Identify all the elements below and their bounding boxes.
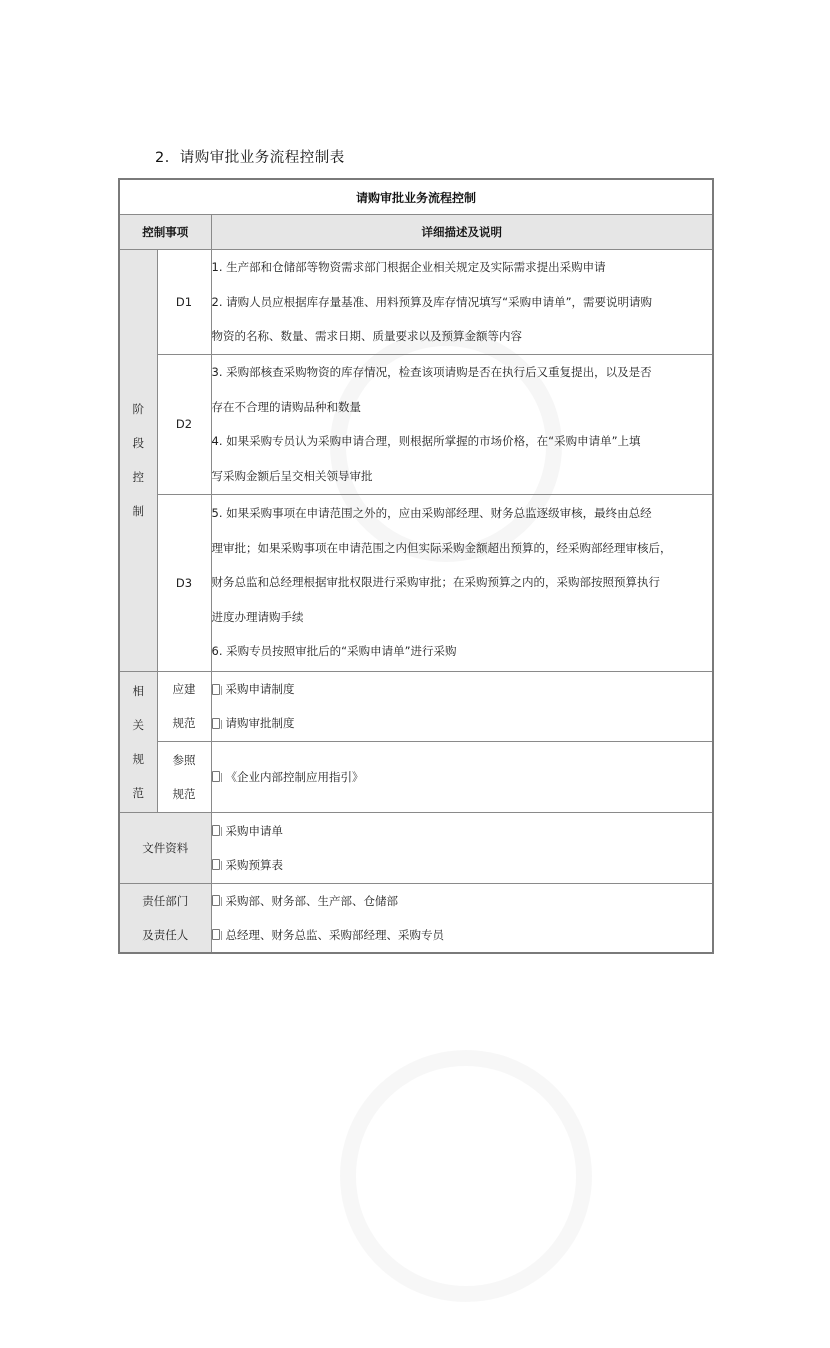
- responsible-label: [119, 883, 211, 953]
- list-item-text: 采购申请单: [225, 823, 283, 838]
- document-icon: [212, 718, 220, 729]
- stage-code-d1: D1: [157, 250, 211, 355]
- documents-list: [211, 812, 713, 883]
- list-item-text: 请购审批制度: [225, 716, 295, 730]
- description-line: 存在不合理的请购品种和数量: [211, 399, 361, 414]
- stage-label-char: 段: [132, 436, 144, 451]
- responsible-label-line: 责任部门: [142, 893, 189, 908]
- description-line: 3. 采购部核查采购物资的库存情况，检查该项请购是否在执行后又重复提出，以及是否: [211, 365, 652, 379]
- list-item: [212, 848, 713, 882]
- table-title: 请购审批业务流程控制: [119, 179, 713, 215]
- list-item-text: 总经理、财务总监、采购部经理、采购专员: [225, 927, 444, 942]
- description-line: 财务总监和总经理根据审批权限进行采购审批；在采购预算之内的，采购部按照预算执行: [211, 575, 660, 590]
- reference-label-line: 规范: [172, 786, 196, 801]
- stage-description-d3: [211, 494, 713, 671]
- reference-label-line: 参照: [172, 752, 196, 767]
- list-item: [212, 760, 713, 794]
- related-regulations-label: [119, 671, 157, 812]
- list-item-text: 采购申请制度: [225, 682, 295, 696]
- description-line: 理审批；如果采购事项在申请范围之内但实际采购金额超出预算的，经采购部经理审核后，: [211, 540, 672, 555]
- stage-control-label: [119, 250, 157, 672]
- document-icon: [212, 895, 220, 906]
- document-icon: [212, 771, 220, 782]
- description-line: 4. 如果采购专员认为采购申请合理，则根据所掌握的市场价格，在“采购申请单”上填: [211, 434, 641, 448]
- description-line: 进度办理请购手续: [211, 609, 304, 624]
- list-item-text: 采购预算表: [225, 857, 283, 872]
- documents-label: 文件资料: [119, 812, 211, 883]
- list-item: [212, 884, 713, 918]
- watermark-seal-bottom: [294, 1004, 638, 1348]
- list-item-text: 《企业内部控制应用指引》: [225, 769, 364, 784]
- stage-label-char: 阶: [132, 402, 144, 417]
- should-build-label: [157, 671, 211, 741]
- description-line: 物资的名称、数量、需求日期、质量要求以及预算金额等内容: [211, 329, 522, 343]
- list-item: [212, 814, 713, 848]
- stage-code-d2: D2: [157, 354, 211, 494]
- list-item-text: 采购部、财务部、生产部、仓储部: [225, 893, 398, 908]
- header-description: 详细描述及说明: [211, 215, 713, 250]
- description-line: 5. 如果采购事项在申请范围之外的，应由采购部经理、财务总监逐级审核，最终由总经: [211, 506, 652, 521]
- stage-description-d1: [211, 250, 713, 355]
- list-item: [212, 918, 713, 952]
- responsible-label-line: 及责任人: [142, 927, 189, 942]
- should-build-label-line: 应建: [172, 682, 196, 696]
- related-label-char: 范: [132, 785, 144, 800]
- should-build-list: [211, 671, 713, 741]
- document-icon: [212, 929, 220, 940]
- header-control-items: 控制事项: [119, 215, 211, 250]
- description-line: 2. 请购人员应根据库存量基准、用料预算及库存情况填写“采购申请单”，需要说明请购: [211, 294, 653, 309]
- description-line: 1. 生产部和仓储部等物资需求部门根据企业相关规定及实际需求提出采购申请: [211, 260, 606, 274]
- related-label-char: 相: [132, 683, 144, 698]
- reference-list: [211, 741, 713, 812]
- section-heading: 2．请购审批业务流程控制表: [155, 150, 345, 166]
- document-icon: [212, 684, 220, 695]
- responsible-list: [211, 883, 713, 953]
- stage-description-d2: [211, 354, 713, 494]
- document-icon: [212, 859, 220, 870]
- should-build-label-line: 规范: [172, 716, 196, 730]
- list-item: [212, 672, 713, 706]
- list-item: [212, 706, 713, 740]
- reference-label: [157, 741, 211, 812]
- description-line: 6. 采购专员按照审批后的“采购申请单”进行采购: [211, 644, 457, 659]
- stage-label-char: 制: [132, 504, 144, 519]
- control-table: [118, 178, 714, 954]
- document-icon: [212, 825, 220, 836]
- stage-code-d3: D3: [157, 494, 211, 671]
- stage-label-char: 控: [132, 470, 144, 485]
- description-line: 写采购金额后呈交相关领导审批: [211, 468, 373, 483]
- related-label-char: 关: [132, 717, 144, 732]
- related-label-char: 规: [132, 751, 144, 766]
